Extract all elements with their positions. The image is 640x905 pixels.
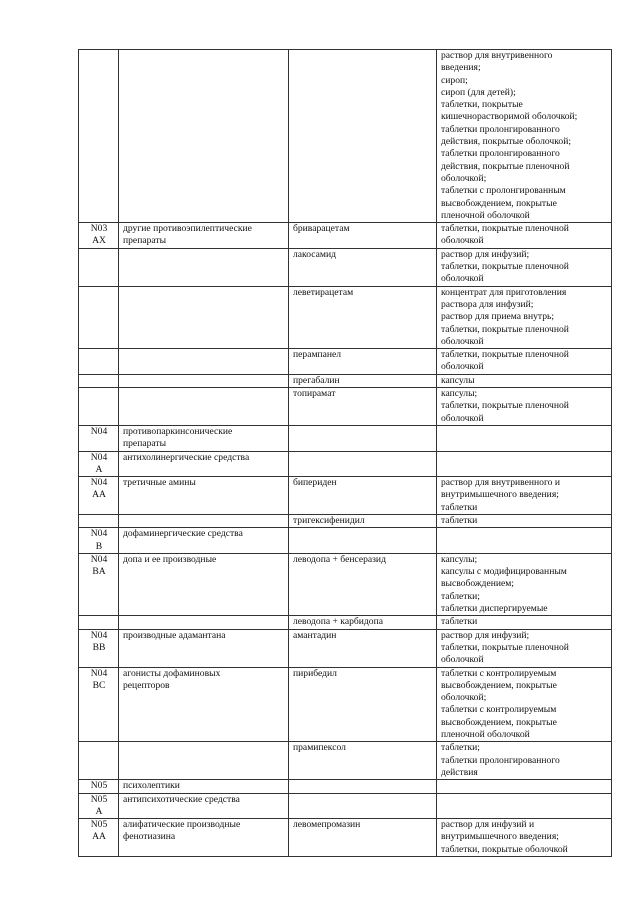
cell-text-line: фенотиазина: [123, 831, 176, 843]
cell-text-line: раствор для внутривенного и: [441, 477, 560, 489]
table-row: [79, 616, 612, 629]
drug-name-cell: [289, 528, 437, 554]
dosage-form-cell: [437, 349, 612, 375]
cell-text-line: другие противоэпилептические: [123, 223, 252, 235]
cell-text-line: сироп;: [441, 74, 468, 86]
cell-text-line: рецепторов: [123, 679, 170, 691]
cell-text-line: пирибедил: [293, 667, 337, 679]
table-row: [79, 388, 612, 426]
cell-text-line: допа и ее производные: [123, 553, 217, 565]
atc-code-cell: [79, 477, 119, 515]
cell-text-line: BB: [92, 641, 106, 653]
cell-text-line: леветирацетам: [293, 286, 354, 298]
cell-text-line: леводопа + карбидопа: [293, 616, 383, 628]
table-row: [79, 286, 612, 348]
cell-text-line: AX: [92, 235, 106, 247]
anatomical-group-cell: [119, 223, 289, 249]
atc-code-cell: [79, 819, 119, 857]
cell-text-line: таблетки;: [441, 742, 480, 754]
cell-text-line: оболочкой;: [441, 172, 487, 184]
cell-text-line: N04: [90, 451, 108, 463]
table-row: [79, 667, 612, 742]
drug-name-cell: [289, 742, 437, 780]
atc-code-cell: [79, 223, 119, 249]
atc-code-cell: [79, 514, 119, 527]
cell-text-line: таблетки пролонгированного: [441, 148, 560, 160]
cell-text-line: A: [95, 463, 103, 475]
cell-text-line: капсулы: [441, 374, 475, 386]
cell-text-line: раствор для инфузий;: [441, 629, 530, 641]
cell-text-line: таблетки, покрытые пленочной: [441, 641, 569, 653]
atc-code-cell: [79, 780, 119, 793]
anatomical-group-cell: [119, 349, 289, 375]
drug-name-cell: [289, 451, 437, 477]
cell-text-line: оболочкой: [441, 335, 484, 347]
dosage-form-cell: [437, 742, 612, 780]
table-row: [79, 553, 612, 615]
atc-code-cell: [79, 742, 119, 780]
atc-code-cell: [79, 616, 119, 629]
drug-name-cell: [289, 477, 437, 515]
cell-text-line: действия, покрытые оболочкой;: [441, 136, 572, 148]
table-row: [79, 451, 612, 477]
dosage-form-cell: [437, 425, 612, 451]
cell-text-line: BC: [92, 679, 106, 691]
atc-code-cell: [79, 553, 119, 615]
cell-text-line: оболочкой: [441, 412, 484, 424]
anatomical-group-cell: [119, 451, 289, 477]
dosage-form-cell: [437, 667, 612, 742]
dosage-form-cell: [437, 388, 612, 426]
drug-name-cell: [289, 616, 437, 629]
cell-text-line: перампанел: [293, 349, 342, 361]
table-row: [79, 819, 612, 857]
dosage-form-cell: [437, 374, 612, 387]
cell-text-line: дофаминергические средства: [123, 528, 243, 540]
cell-text-line: бипериден: [293, 477, 337, 489]
cell-text-line: препараты: [123, 438, 167, 450]
cell-text-line: N05: [90, 819, 108, 831]
drug-name-cell: [289, 819, 437, 857]
cell-text-line: капсулы с модифицированным: [441, 566, 567, 578]
dosage-form-cell: [437, 780, 612, 793]
cell-text-line: капсулы;: [441, 553, 478, 565]
table-row: [79, 793, 612, 819]
atc-code-cell: [79, 667, 119, 742]
cell-text-line: оболочкой: [441, 273, 484, 285]
table-row: [79, 528, 612, 554]
cell-text-line: таблетки: [441, 616, 478, 628]
cell-text-line: тригексифенидил: [293, 514, 365, 526]
dosage-form-cell: [437, 50, 612, 223]
cell-text-line: амантадин: [293, 629, 337, 641]
anatomical-group-cell: [119, 477, 289, 515]
cell-text-line: оболочкой: [441, 235, 484, 247]
cell-text-line: агонисты дофаминовых: [123, 667, 221, 679]
drug-name-cell: [289, 50, 437, 223]
anatomical-group-cell: [119, 553, 289, 615]
cell-text-line: N04: [90, 553, 108, 565]
anatomical-group-cell: [119, 819, 289, 857]
dosage-form-cell: [437, 514, 612, 527]
anatomical-group-cell: [119, 742, 289, 780]
drug-name-cell: [289, 349, 437, 375]
cell-text-line: таблетки, покрытые пленочной: [441, 400, 569, 412]
cell-text-line: раствор для приема внутрь;: [441, 311, 555, 323]
cell-text-line: N05: [90, 793, 108, 805]
atc-code-cell: [79, 388, 119, 426]
anatomical-group-cell: [119, 374, 289, 387]
cell-text-line: концентрат для приготовления: [441, 286, 567, 298]
cell-text-line: психолептики: [123, 780, 180, 792]
drug-name-cell: [289, 425, 437, 451]
cell-text-line: таблетки диспергируемые: [441, 603, 548, 615]
cell-text-line: высвобождением, покрытые: [441, 679, 557, 691]
cell-text-line: BA: [92, 566, 106, 578]
anatomical-group-cell: [119, 780, 289, 793]
drug-name-cell: [289, 248, 437, 286]
dosage-form-cell: [437, 477, 612, 515]
cell-text-line: противопаркинсонические: [123, 425, 233, 437]
cell-text-line: бриварацетам: [293, 223, 350, 235]
cell-text-line: таблетки пролонгированного: [441, 754, 560, 766]
dosage-form-cell: [437, 451, 612, 477]
cell-text-line: антихолинергические средства: [123, 451, 250, 463]
table-row: [79, 374, 612, 387]
cell-text-line: таблетки с контролируемым: [441, 704, 557, 716]
dosage-form-cell: [437, 629, 612, 667]
cell-text-line: таблетки с контролируемым: [441, 667, 557, 679]
cell-text-line: таблетки, покрытые пленочной: [441, 349, 569, 361]
cell-text-line: N04: [90, 477, 108, 489]
atc-code-cell: [79, 528, 119, 554]
table-row: [79, 477, 612, 515]
dosage-form-cell: [437, 248, 612, 286]
table-row: [79, 248, 612, 286]
cell-text-line: раствора для инфузий;: [441, 298, 534, 310]
cell-text-line: N04: [90, 629, 108, 641]
anatomical-group-cell: [119, 616, 289, 629]
anatomical-group-cell: [119, 514, 289, 527]
anatomical-group-cell: [119, 388, 289, 426]
table-row: [79, 50, 612, 223]
cell-text-line: оболочкой: [441, 654, 484, 666]
atc-code-cell: [79, 50, 119, 223]
cell-text-line: A: [95, 805, 103, 817]
drug-name-cell: [289, 780, 437, 793]
cell-text-line: раствор для инфузий и: [441, 819, 535, 831]
cell-text-line: внутримышечного введения;: [441, 831, 559, 843]
dosage-form-cell: [437, 286, 612, 348]
dosage-form-cell: [437, 616, 612, 629]
cell-text-line: леводопа + бенсеразид: [293, 553, 386, 565]
cell-text-line: сироп (для детей);: [441, 86, 516, 98]
cell-text-line: N04: [90, 667, 108, 679]
cell-text-line: кишечнорастворимой оболочкой;: [441, 111, 578, 123]
atc-code-cell: [79, 349, 119, 375]
cell-text-line: капсулы;: [441, 388, 478, 400]
cell-text-line: пленочной оболочкой: [441, 729, 530, 741]
table-row: [79, 425, 612, 451]
cell-text-line: оболочкой: [441, 361, 484, 373]
atc-code-cell: [79, 374, 119, 387]
cell-text-line: таблетки пролонгированного: [441, 123, 560, 135]
cell-text-line: таблетки, покрытые оболочкой: [441, 843, 568, 855]
drug-name-cell: [289, 793, 437, 819]
cell-text-line: B: [95, 540, 103, 552]
cell-text-line: пленочной оболочкой: [441, 209, 530, 221]
drug-name-cell: [289, 629, 437, 667]
cell-text-line: AA: [92, 831, 106, 843]
cell-text-line: левомепромазин: [293, 819, 361, 831]
atc-code-cell: [79, 248, 119, 286]
cell-text-line: таблетки, покрытые пленочной: [441, 261, 569, 273]
cell-text-line: N04: [90, 425, 108, 437]
dosage-form-cell: [437, 223, 612, 249]
table-row: [79, 742, 612, 780]
dosage-form-cell: [437, 553, 612, 615]
cell-text-line: таблетки: [441, 501, 478, 513]
drug-name-cell: [289, 514, 437, 527]
cell-text-line: внутримышечного введения;: [441, 489, 559, 501]
anatomical-group-cell: [119, 528, 289, 554]
cell-text-line: раствор для инфузий;: [441, 248, 530, 260]
dosage-form-cell: [437, 819, 612, 857]
cell-text-line: таблетки, покрытые пленочной: [441, 223, 569, 235]
cell-text-line: оболочкой;: [441, 692, 487, 704]
atc-code-cell: [79, 451, 119, 477]
table-row: [79, 629, 612, 667]
cell-text-line: AA: [92, 489, 106, 501]
drug-name-cell: [289, 388, 437, 426]
drug-name-cell: [289, 667, 437, 742]
cell-text-line: производные адамантана: [123, 629, 226, 641]
dosage-form-cell: [437, 793, 612, 819]
cell-text-line: третичные амины: [123, 477, 196, 489]
drug-table-body: [79, 50, 612, 857]
cell-text-line: лакосамид: [293, 248, 336, 260]
cell-text-line: N05: [90, 780, 108, 792]
cell-text-line: прегабалин: [293, 374, 340, 386]
drug-name-cell: [289, 374, 437, 387]
cell-text-line: введения;: [441, 62, 481, 74]
anatomical-group-cell: [119, 286, 289, 348]
cell-text-line: действия: [441, 766, 478, 778]
anatomical-group-cell: [119, 793, 289, 819]
cell-text-line: таблетки, покрытые пленочной: [441, 323, 569, 335]
dosage-form-cell: [437, 528, 612, 554]
cell-text-line: таблетки, покрытые: [441, 99, 523, 111]
drug-table: [78, 49, 612, 857]
drug-name-cell: [289, 286, 437, 348]
cell-text-line: топирамат: [293, 388, 336, 400]
cell-text-line: высвобождением, покрытые: [441, 716, 557, 728]
cell-text-line: таблетки с пролонгированным: [441, 185, 566, 197]
atc-code-cell: [79, 629, 119, 667]
drug-name-cell: [289, 223, 437, 249]
cell-text-line: раствор для внутривенного: [441, 50, 553, 61]
cell-text-line: антипсихотические средства: [123, 793, 240, 805]
table-row: [79, 349, 612, 375]
cell-text-line: таблетки: [441, 514, 478, 526]
cell-text-line: действия, покрытые пленочной: [441, 160, 570, 172]
drug-name-cell: [289, 553, 437, 615]
atc-code-cell: [79, 425, 119, 451]
table-row: [79, 780, 612, 793]
table-row: [79, 223, 612, 249]
anatomical-group-cell: [119, 667, 289, 742]
cell-text-line: таблетки;: [441, 590, 480, 602]
cell-text-line: N04: [90, 528, 108, 540]
cell-text-line: N03: [90, 223, 108, 235]
atc-code-cell: [79, 793, 119, 819]
anatomical-group-cell: [119, 629, 289, 667]
cell-text-line: прамипексол: [293, 742, 346, 754]
atc-code-cell: [79, 286, 119, 348]
cell-text-line: алифатические производные: [123, 819, 241, 831]
cell-text-line: высвобождением;: [441, 578, 514, 590]
anatomical-group-cell: [119, 248, 289, 286]
anatomical-group-cell: [119, 425, 289, 451]
anatomical-group-cell: [119, 50, 289, 223]
table-row: [79, 514, 612, 527]
cell-text-line: препараты: [123, 235, 167, 247]
cell-text-line: высвобождением, покрытые: [441, 197, 557, 209]
